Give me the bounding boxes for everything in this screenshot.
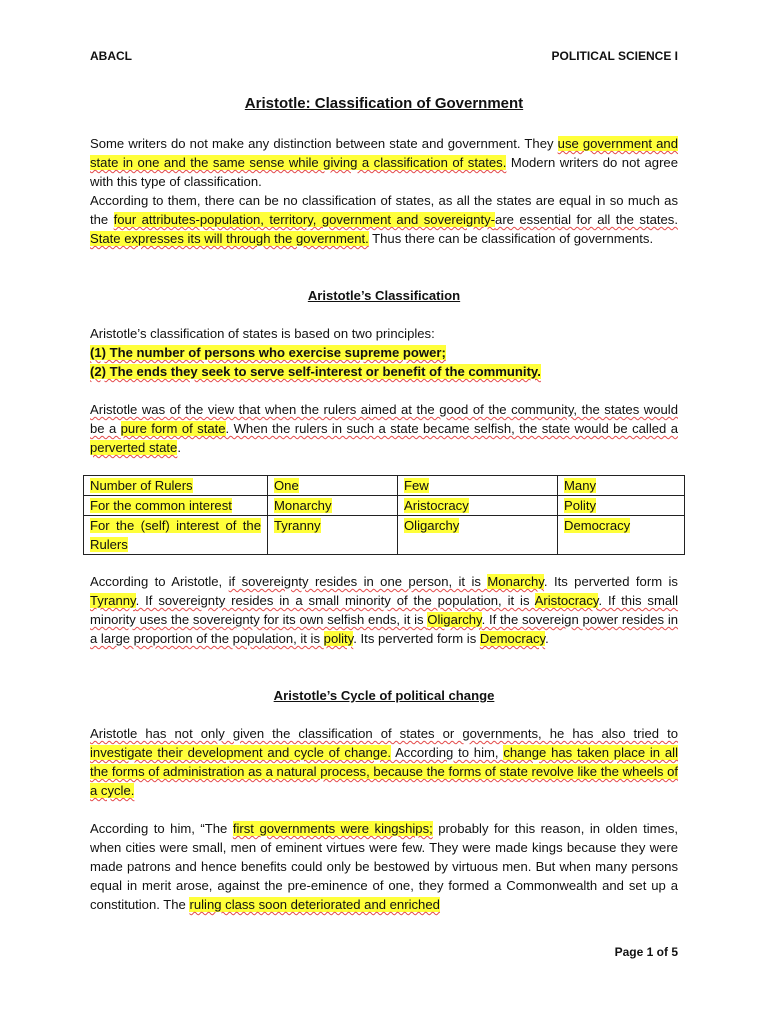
highlight: Oligarchy <box>427 612 482 627</box>
document-page <box>90 0 678 1024</box>
view-text: Aristotle was of the view that when the rulers aimed at the good of the community, the states would be a <box>90 402 678 436</box>
table-cell <box>268 516 398 555</box>
highlight: Democracy <box>479 631 546 646</box>
forms-text: if sovereignty resides in one person, it is <box>228 574 488 589</box>
cycle-text: According to him, <box>391 745 504 760</box>
principle-2: (2) The ends they seek to serve self-interest or benefit of the community. <box>90 364 541 379</box>
highlight: Tyranny <box>90 593 136 608</box>
table-cell <box>398 516 558 555</box>
cell-text: One <box>274 478 299 493</box>
table-cell <box>84 496 268 516</box>
view-text: . <box>177 440 181 455</box>
page-of: of <box>656 945 668 959</box>
table-cell <box>84 516 268 555</box>
highlight: ruling class soon deteriorated and enriched <box>189 897 440 912</box>
principles-block <box>90 324 678 381</box>
cell-text: Polity <box>564 498 597 513</box>
table-cell <box>558 516 685 555</box>
cell-text: Oligarchy <box>404 518 460 533</box>
table-row <box>84 476 685 496</box>
classification-table <box>83 475 685 555</box>
forms-text: . If this small minority uses the sovereignty for its own selfish ends, it is <box>90 593 678 627</box>
section-heading-cycle: Aristotle’s Cycle of political change <box>273 688 495 703</box>
kingship-paragraph <box>90 819 678 914</box>
intro-paragraph <box>90 134 678 248</box>
forms-paragraph <box>90 572 678 648</box>
cell-text: Tyranny <box>274 518 321 533</box>
highlight: investigate their development and cycle of change. <box>90 745 391 760</box>
table-cell <box>398 496 558 516</box>
intro-text: Thus there can be classification of governments. <box>368 231 654 246</box>
cycle-text: Aristotle has not only given the classification of states or governments, he has also tried to <box>90 726 678 741</box>
table-cell <box>84 476 268 496</box>
highlight: Aristocracy <box>534 593 599 608</box>
section-heading-classification: Aristotle’s Classification <box>307 288 461 303</box>
highlight: first governments were kingships; <box>232 821 433 836</box>
current-page: 1 <box>646 945 654 959</box>
intro-text: are essential for all the states. <box>495 212 678 227</box>
forms-text: . Its perverted form is <box>543 574 678 589</box>
kingship-text: According to him, “The <box>90 821 233 836</box>
highlight: Monarchy <box>487 574 544 589</box>
principle-1: (1) The number of persons who exercise supreme power; <box>90 345 446 360</box>
total-pages: 5 <box>671 945 678 959</box>
forms-text: . If the sovereign power resides in a large proportion of the population, it is <box>90 612 679 646</box>
forms-text: . <box>545 631 549 646</box>
table-cell <box>268 496 398 516</box>
cell-text: Monarchy <box>274 498 332 513</box>
cell-text: Many <box>564 478 597 493</box>
cell-text: Number of Rulers <box>90 478 193 493</box>
highlight: perverted state <box>90 440 178 455</box>
cell-text: For the (self) interest of the Rulers <box>90 518 261 552</box>
view-paragraph <box>90 400 678 457</box>
kingship-text: probably for this reason, in olden times, when cities were small, men of eminent virtues were few. They were made kings because they were made patrons and hence benefits could only be bestowed by virtuous men. But when many persons equal in merit arose, against the pre-eminence of one, they formed a Commonwealth and set up a constitution. The <box>90 821 679 912</box>
intro-text: According to them, there can be no classification of states, as all the states are equal in so much as the <box>90 193 678 227</box>
document-title: Aristotle: Classification of Government <box>244 95 524 112</box>
highlight: four attributes-population, territory, government and sovereignty- <box>113 212 496 227</box>
table-row <box>84 496 685 516</box>
intro-text: Modern writers do not agree with this type of classification. <box>90 155 678 189</box>
highlight: change has taken place in all the forms of administration as a natural process, because the forms of state revolve like the wheels of a cycle. <box>90 745 678 798</box>
intro-text: Some writers do not make any distinction between state and government. They <box>90 136 558 151</box>
view-text: . When the rulers in such a state became selfish, the state would be called a <box>225 421 678 436</box>
highlight: State expresses its will through the government. <box>90 231 369 246</box>
table-cell <box>268 476 398 496</box>
table-cell <box>398 476 558 496</box>
cycle-paragraph <box>90 724 678 800</box>
page-number <box>615 943 678 962</box>
page-label: Page <box>614 945 644 959</box>
forms-text: According to Aristotle, <box>90 574 229 589</box>
forms-text: . Its perverted form is <box>353 631 480 646</box>
table-row <box>84 516 685 555</box>
header-right: POLITICAL SCIENCE I <box>551 49 678 63</box>
table-cell <box>558 496 685 516</box>
highlight: use government and state in one and the same sense while giving a classification of states. <box>90 136 678 170</box>
highlight: pure form of state <box>120 421 226 436</box>
highlight: polity <box>323 631 354 646</box>
table-cell <box>558 476 685 496</box>
forms-text: . If sovereignty resides in a small minority of the population, it is <box>135 593 535 608</box>
cell-text: Aristocracy <box>404 498 469 513</box>
cell-text: For the common interest <box>90 498 232 513</box>
cell-text: Democracy <box>564 518 631 533</box>
principles-lead: Aristotle’s classification of states is based on two principles: <box>90 326 435 341</box>
cell-text: Few <box>404 478 429 493</box>
header-left: ABACL <box>90 49 132 63</box>
